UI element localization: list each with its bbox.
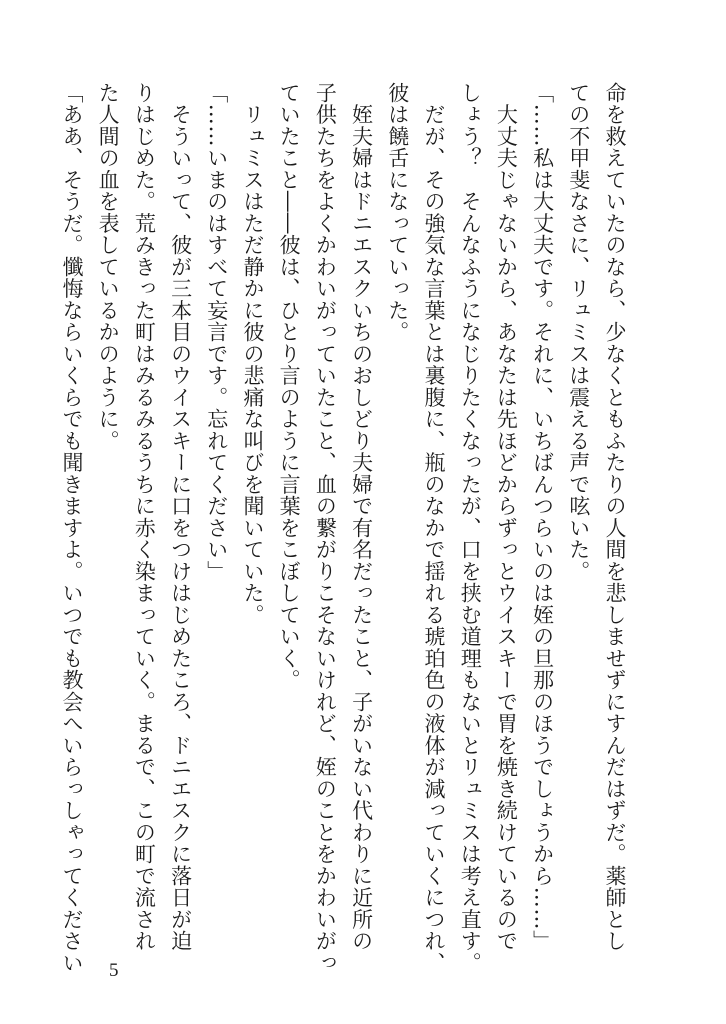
text-line: 「……私は大丈夫です。それに、いちばんつらいのは姪の旦那のほうでしょうから……」 <box>530 82 555 952</box>
text-line: だが、その強気な言葉とは裏腹に、瓶のなかで揺れる琥珀色の液体が減っていくにつれ、 <box>421 82 446 974</box>
vertical-text-body <box>54 82 633 974</box>
text-line: りはじめた。荒みきった町はみるみるうちに赤く染まっていく。まるで、この町で流され <box>132 82 157 952</box>
text-line: 大丈夫じゃないから、あなたは先ほどからずっとウイスキーで胃を焼き続けているので <box>494 82 519 952</box>
text-line: ていたこと――彼は、ひとり言のように言葉をこぼしていく。 <box>277 82 302 691</box>
text-line: 子供たちをよくかわいがっていたこと、血の繋がりこそないけれど、姪のことをかわいがっ <box>313 82 338 974</box>
text-line: 「……いまのはすべて妄言です。忘れてください」 <box>204 82 229 583</box>
page-number: 5 <box>109 960 119 981</box>
text-line: 彼は饒舌になっていった。 <box>385 82 410 343</box>
text-line: 姪夫婦はドニエスクいちのおしどり夫婦で有名だったこと、子がいない代わりに近所の <box>349 82 374 952</box>
text-line: た人間の血を表しているかのように。 <box>96 82 121 452</box>
text-line: しょう？ そんなふうになじりたくなったが、口を挟む道理もないとリュミスは考え直す。 <box>458 82 483 974</box>
text-line: 「ああ、そうだ。懺悔ならいくらでも聞きますよ。いつでも教会へいらっしゃってください <box>59 82 84 974</box>
text-line: リュミスはただ静かに彼の悲痛な叫びを聞いていた。 <box>240 82 265 626</box>
text-line: ての不甲斐なさに、リュミスは震える声で呟いた。 <box>566 82 591 583</box>
text-line: そういって、彼が三本目のウイスキーに口をつけはじめたころ、ドニエスクに落日が迫 <box>168 82 193 952</box>
text-line: 命を救えていたのなら、少なくともふたりの人間を悲しませずにすんだはずだ。薬師とし <box>603 82 627 952</box>
